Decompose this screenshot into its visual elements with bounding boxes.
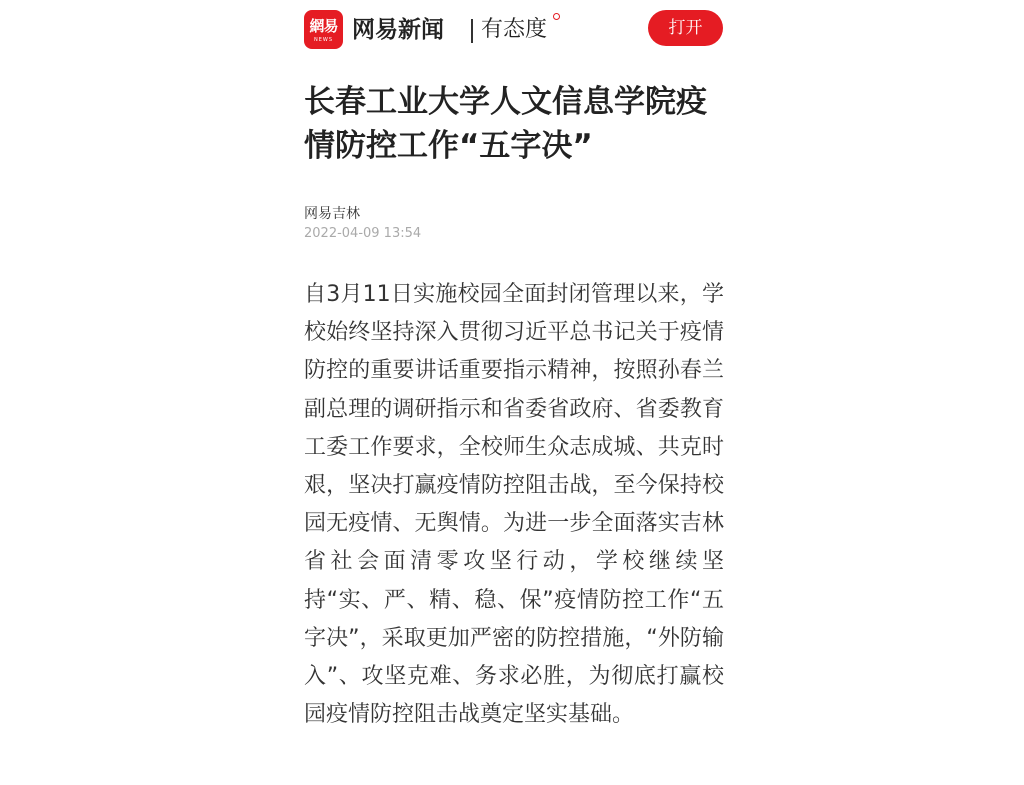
article-source[interactable]: 网易吉林 <box>304 206 360 222</box>
brand-name: 网易新闻 <box>352 17 444 43</box>
logo-subtext: NEWS <box>313 37 334 43</box>
registered-mark-icon <box>553 13 560 20</box>
brand-divider <box>471 19 473 43</box>
brand-slogan: 有态度 <box>481 17 548 42</box>
top-bar <box>304 8 724 50</box>
logo-text: 網易 <box>309 17 338 35</box>
article-title: 长春工业大学人文信息学院疫情防控工作“五字决” <box>304 84 707 164</box>
article-paragraph: 自3月11日实施校园全面封闭管理以来，学校始终坚持深入贯彻习近平总书记关于疫情防控的重要讲话重要指示精神，按照孙春兰副总理的调研指示和省委省政府、省委教育工委工作要求，全校师生众志成城、共克时艰，坚决打赢疫情防控阻击战，至今保持校园无疫情、无舆情。为进一步全面落实吉林省社会面清零攻坚行动，学校继续坚持“实、严、精、稳、保”疫情防控工作“五字决”，采取更加严密的防控措施，“外防输入”、攻坚克难、务求必胜，为彻底打赢校园疫情防控阻击战奠定坚实基础。 <box>304 282 724 728</box>
netease-news-logo-icon[interactable] <box>304 10 343 49</box>
open-app-button[interactable]: 打开 <box>648 10 723 46</box>
article <box>304 80 724 728</box>
article-timestamp: 2022-04-09 13:54 <box>304 226 422 241</box>
